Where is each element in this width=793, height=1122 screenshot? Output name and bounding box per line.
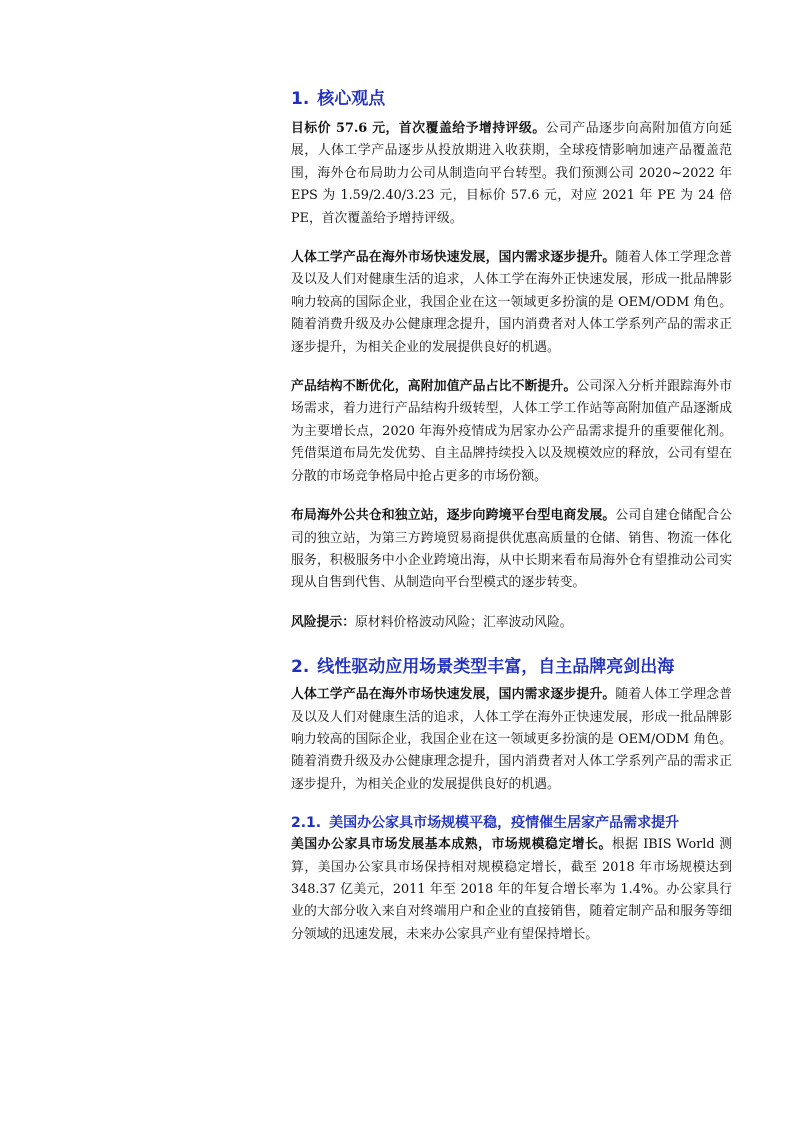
paragraph-body: 随着人体工学理念普及以及人们对健康生活的追求，人体工学在海外正快速发展，形成一批品牌影响力较高的国际企业，我国企业在这一领域更多扮演的是 OEM/ODM 角色。随着消费升级及办公健康理念提升，国内消费者对人体工学系列产品的需求正逐步提升，为相关企业的发展提供良好的机遇。 — [291, 250, 733, 355]
paragraph-body: 公司自建仓储配合公司的独立站，为第三方跨境贸易商提供优惠高质量的仓储、销售、物流一体化服务，积极服务中小企业跨境出海，从中长期来看布局海外仓有望推动公司实现从自售到代售、从制造向平台型模式的逐步转变。 — [291, 508, 733, 591]
paragraph-body: 根据 IBIS World 测算，美国办公家具市场保持相对规模稳定增长，截至 2018 年市场规模达到 348.37 亿美元，2011 年至 2018 年的年复合增长率为 1.4%。办公家具行业的大部分收入来自对终端用户和企业的直接销售，随着定制产品和服务等细分领域的迅速发展，未来办公家具产业有望保持增长。 — [291, 837, 733, 942]
paragraph-ergonomics-2 — [291, 684, 732, 796]
paragraph-overseas-warehouse — [291, 505, 732, 595]
paragraph-risk — [291, 612, 732, 634]
paragraph-target-price — [291, 118, 732, 230]
paragraph-lead: 人体工学产品在海外市场快速发展，国内需求逐步提升。 — [291, 250, 616, 266]
paragraph-body: 原材料价格波动风险；汇率波动风险。 — [354, 614, 573, 630]
paragraph-lead: 产品结构不断优化，高附加值产品占比不断提升。 — [291, 379, 577, 395]
subsection-number: 2.1. — [291, 815, 322, 832]
paragraph-lead: 美国办公家具市场发展基本成熟，市场规模稳定增长。 — [291, 837, 612, 853]
paragraph-ergonomics — [291, 247, 732, 359]
section-2-heading — [291, 652, 732, 682]
section-title: 线性驱动应用场景类型丰富，自主品牌亮剑出海 — [317, 657, 675, 678]
paragraph-lead: 目标价 57.6 元，首次覆盖给予增持评级。 — [291, 121, 546, 136]
paragraph-body: 公司产品逐步向高附加值方向延展，人体工学产品逐步从投放期进入收获期，全球疫情影响加速产品覆盖范围，海外仓布局助力公司从制造向平台转型。我们预测公司 2020~2022 年 EPS 为 1.59/2.40/3.23 元，目标价 57.6 元，对应 2021 年 PE 为 24 倍 PE，首次覆盖给予增持评级。 — [291, 121, 733, 226]
section-number: 2. — [291, 657, 310, 678]
paragraph-lead: 布局海外公共仓和独立站，逐步向跨境平台型电商发展。 — [291, 508, 616, 524]
section-number: 1. — [291, 89, 310, 109]
document-body — [291, 84, 732, 946]
paragraph-body: 随着人体工学理念普及以及人们对健康生活的追求，人体工学在海外正快速发展，形成一批品牌影响力较高的国际企业，我国企业在这一领域更多扮演的是 OEM/ODM 角色。随着消费升级及办公健康理念提升，国内消费者对人体工学系列产品的需求正逐步提升，为相关企业的发展提供良好的机遇。 — [291, 687, 733, 792]
paragraph-lead: 风险提示： — [291, 614, 355, 630]
paragraph-body: 公司深入分析并跟踪海外市场需求，着力进行产品结构升级转型，人体工学工作站等高附加值产品逐渐成为主要增长点，2020 年海外疫情成为居家办公产品需求提升的重要催化剂。凭借渠道布局先发优势、自主品牌持续投入以及规模效应的释放，公司有望在分散的市场竞争格局中抢占更多的市场份额。 — [291, 379, 733, 484]
section-1-heading — [291, 84, 732, 114]
paragraph-lead: 人体工学产品在海外市场快速发展，国内需求逐步提升。 — [291, 687, 616, 703]
subsection-2-1-heading — [291, 812, 732, 834]
section-title: 核心观点 — [317, 89, 386, 109]
paragraph-product-structure — [291, 376, 732, 488]
subsection-title: 美国办公家具市场规模平稳，疫情催生居家产品需求提升 — [329, 815, 680, 832]
paragraph-us-office-furniture — [291, 834, 732, 946]
